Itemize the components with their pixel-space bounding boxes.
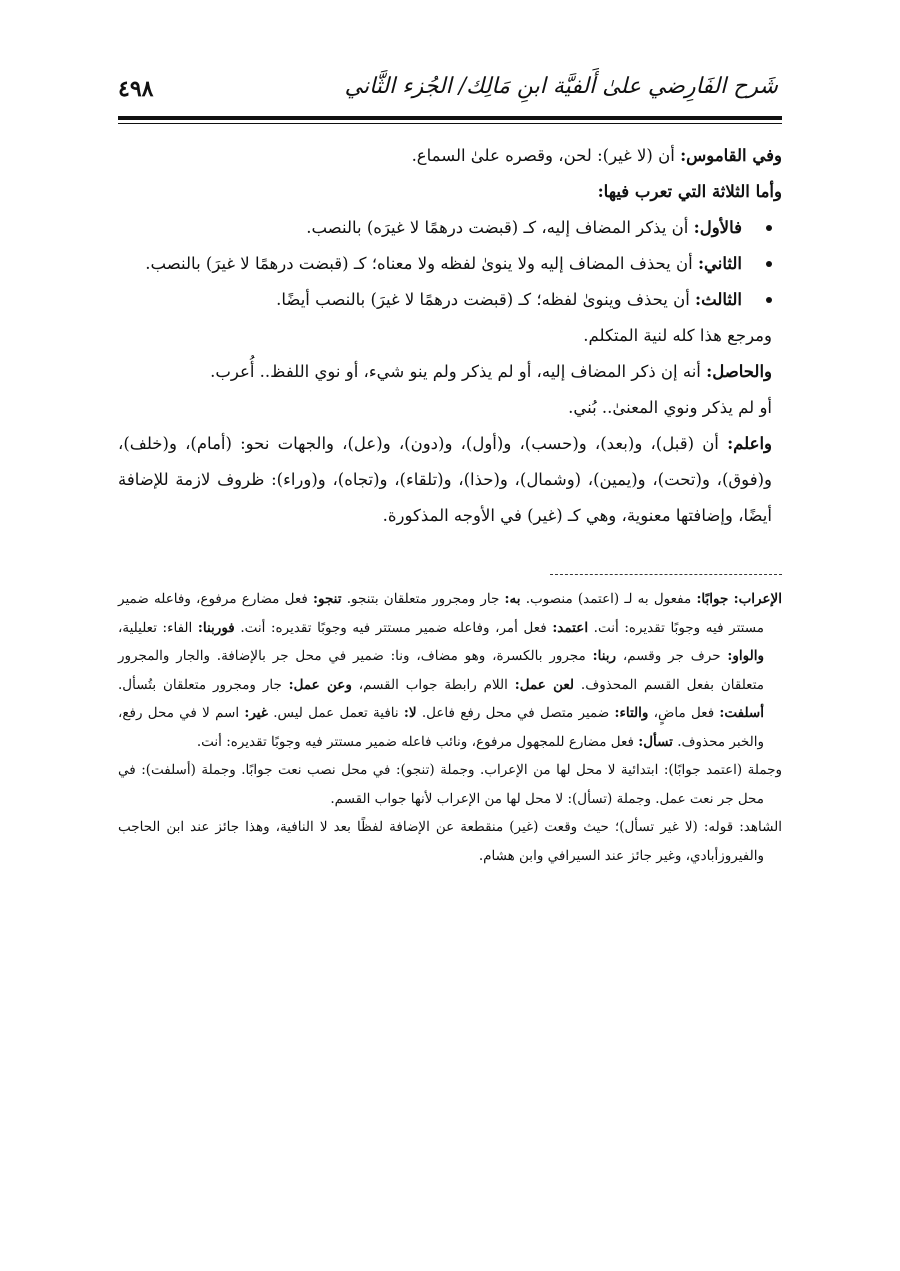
- paragraph: [118, 318, 782, 354]
- footnote-text: نافية تعمل عمل ليس.: [267, 705, 404, 721]
- term-label: غير:: [244, 705, 268, 721]
- footnote-text: اسم لا في محل رفع، والخبر محذوف.: [118, 705, 764, 750]
- term-label: ربنا:: [592, 648, 617, 664]
- term-label: أسلفت:: [719, 705, 764, 721]
- paragraph-text: أن (لا غير): لحن، وقصره علىٰ السماع.: [411, 146, 681, 165]
- term-label: به:: [504, 591, 521, 607]
- footnote-text: حرف جر وقسم،: [616, 648, 728, 664]
- list-item: [118, 282, 782, 318]
- term-label: والتاء:: [614, 705, 649, 721]
- list-item-text: أن يذكر المضاف إليه، كـ (قبضت درهمًا لا غيرَه) بالنصب.: [306, 218, 694, 237]
- footnote: [118, 585, 782, 756]
- term-label: تنجو:: [313, 591, 342, 607]
- running-title: شَرح الفَارِضي علىٰ أَلفيَّة ابنِ مَالِك/ الجُزء الثَّاني: [344, 74, 778, 99]
- bullet-list: [118, 210, 782, 318]
- footnote-text: وجملة (اعتمد جوابًا): ابتدائية لا محل لها من الإعراب. وجملة (تنجو): في محل نصب نعت جوابًا. وجملة (أسلفت): في محل جر نعت عمل. وجملة (تسأل): لا محل لها من الإعراب لأنها جواب القسم.: [118, 762, 782, 807]
- term-label: وعن عمل:: [288, 676, 352, 693]
- footnote-label: الإعراب:: [733, 591, 782, 607]
- page: [118, 68, 782, 1241]
- footnote-text: جار ومجرور متعلقان بتنجو.: [341, 591, 505, 607]
- paragraph-text: أنه إن ذكر المضاف إليه، أو لم يذكر ولم ينو شيء، أو نوي اللفظ.. أُعرب.: [210, 362, 707, 381]
- footnote-text: فعل أمر، وفاعله ضمير مستتر فيه وجوبًا تقديره: أنت.: [234, 619, 553, 636]
- term-label: فالأول:: [693, 218, 742, 237]
- term-label: فوربنا:: [197, 619, 235, 636]
- term-label: الثالث:: [695, 290, 742, 309]
- header-rule-thick: [118, 116, 782, 120]
- bullet-icon: [766, 261, 772, 267]
- page-number: ٤٩٨: [118, 76, 154, 102]
- term-label: الثاني:: [697, 254, 742, 273]
- paragraph-text: أو لم يذكر ونوي المعنىٰ.. بُني.: [568, 398, 772, 417]
- paragraph: [118, 354, 782, 390]
- footnote: [118, 756, 782, 813]
- footnote-text: ضمير متصل في محل رفع فاعل.: [416, 705, 615, 721]
- term-label: والواو:: [727, 648, 765, 664]
- list-item-text: أن يحذف المضاف إليه ولا ينوىٰ لفظه ولا معناه؛ كـ (قبضت درهمًا لا غيرَ) بالنصب.: [145, 254, 698, 273]
- page-header: [118, 68, 782, 114]
- footnote-text: اللام رابطة جواب القسم،: [351, 676, 515, 693]
- footnotes: [118, 585, 782, 870]
- paragraph: [118, 390, 782, 426]
- paragraph-text: ومرجع هذا كله لنية المتكلم.: [583, 326, 772, 345]
- list-item-text: أن يحذف وينوىٰ لفظه؛ كـ (قبضت درهمًا لا غيرَ) بالنصب أيضًا.: [276, 290, 696, 309]
- bullet-icon: [766, 225, 772, 231]
- term-label: تسأل:: [638, 733, 673, 750]
- footnote-text: مجرور بالكسرة، وهو مضاف، ونا: ضمير في محل جر بالإضافة. والجار والمجرور متعلقان بفعل القسم المحذوف.: [118, 648, 765, 693]
- main-text: [118, 138, 782, 534]
- footnote-text: الشاهد: قوله: (لا غير تسأل)؛ حيث وقعت (غير) منقطعة عن الإضافة لفظًا بعد لا النافية، وهذا جائز عند ابن الحاجب والفيروزأبادي، وغير جائز عند السيرافي وابن هشام.: [118, 819, 782, 864]
- paragraph: [118, 138, 782, 174]
- term-label: اعتمد:: [552, 619, 589, 636]
- list-item: [118, 246, 782, 282]
- paragraph: [118, 426, 782, 534]
- footnote: [118, 813, 782, 870]
- section-heading: وأما الثلاثة التي تعرب فيها:: [597, 182, 782, 201]
- header-rule-thin: [118, 123, 782, 124]
- term-label: جوابًا:: [696, 591, 729, 607]
- footnote-text: الفاء: تعليلية،: [118, 619, 198, 636]
- footnote-text: فعل مضارع للمجهول مرفوع، ونائب فاعله ضمير مستتر فيه وجوبًا تقديره: أنت.: [196, 733, 639, 750]
- footnote-text: مفعول به لـ (اعتمد) منصوب.: [520, 591, 697, 607]
- list-item: [118, 210, 782, 246]
- term-label: لعن عمل:: [514, 676, 575, 693]
- term-label: والحاصل:: [706, 362, 772, 381]
- footnote-text: جار ومجرور متعلقان بتُسأل.: [118, 676, 289, 693]
- term-label: واعلم:: [727, 434, 772, 453]
- term-label: لا:: [403, 705, 417, 721]
- footnote-text: فعل مضارع مرفوع، وفاعله ضمير مستتر فيه وجوبًا تقديره: أنت.: [118, 591, 764, 636]
- footnote-separator: [550, 574, 782, 575]
- paragraph-text: أن (قبل)، و(بعد)، و(حسب)، و(أول)، و(دون)، و(عل)، والجهات نحو: (أمام)، و(خلف)، و(فوق)، و(تحت)، و(يمين)، (وشمال)، و(حذا)، و(تلقاء)، و(تجاه)، و(وراء): ظروف لازمة للإضافة أيضًا، وإضافتها معنوية، وهي كـ (غير) في الأوجه المذكورة.: [118, 434, 772, 525]
- term-label: وفي القاموس:: [680, 146, 782, 165]
- footnote-text: فعل ماضٍ،: [648, 705, 720, 721]
- bullet-icon: [766, 297, 772, 303]
- paragraph: [118, 174, 782, 210]
